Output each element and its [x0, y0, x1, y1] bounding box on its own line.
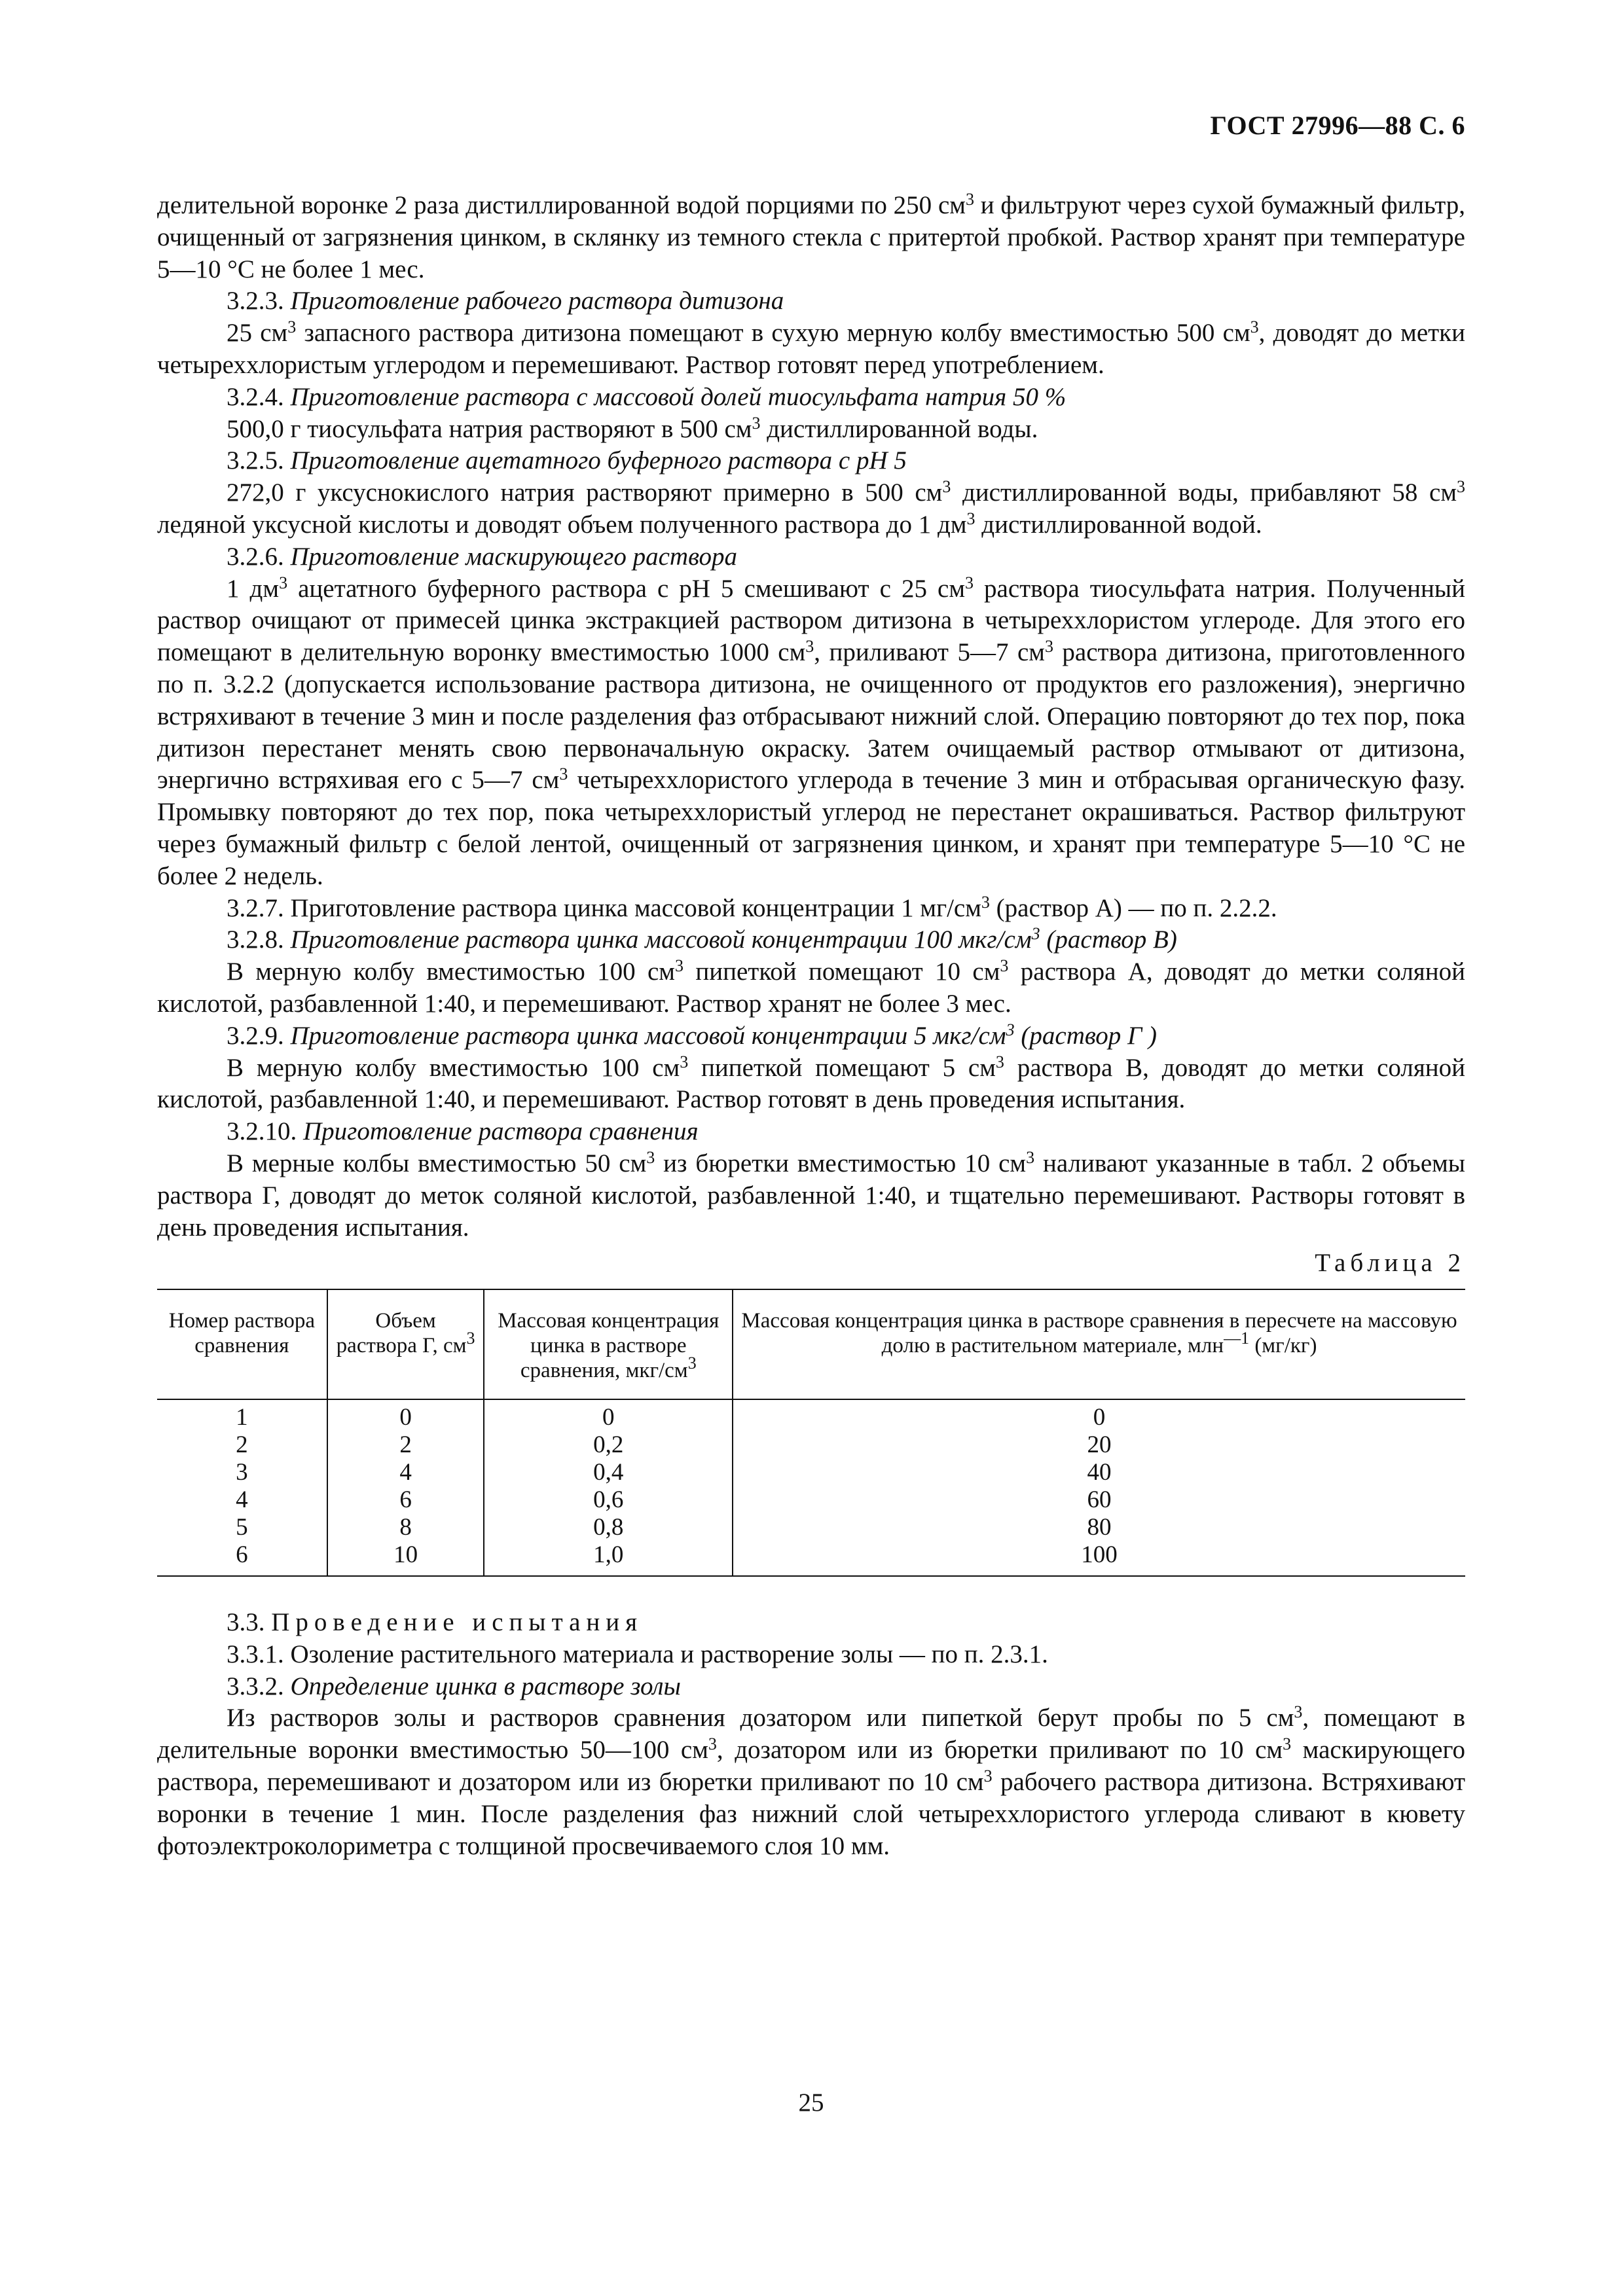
column-header: Объем раствора Г, $см^3$ — [327, 1289, 484, 1399]
section-heading-3-2-3: 3.2.3. Приготовление рабочего раствора дитизона — [227, 287, 784, 315]
table-caption: Таблица 2 — [1315, 1249, 1465, 1278]
column-header: Номер раствора сравнения — [157, 1289, 327, 1399]
paragraph: В мерную колбу вместимостью 100 $см^3$ пипеткой помещают 5 $см^3$ раствора В, доводят до метки соляной кислотой, разбавленной 1:40, и перемешивают. Раствор готовят в день проведения испытания. — [157, 1052, 1466, 1114]
page-number: 25 — [798, 2089, 824, 2117]
table-row: 2 2 0,2 20 — [157, 1431, 1465, 1459]
table-row: 6 10 1,0 100 — [157, 1541, 1465, 1576]
document-body — [157, 190, 1465, 1862]
paragraph-3-2-7: 3.2.7. Приготовление раствора цинка массовой концентрации 1 $мг/см^3$ (раствор А) — по п. 2.2.2. — [227, 892, 1277, 922]
table-row: 1 0 0 0 — [157, 1399, 1465, 1431]
data-table — [157, 1289, 1465, 1577]
paragraph: 272,0 г уксуснокислого натрия растворяют примерно в 500 $см^3$ дистиллированной воды, прибавляют 58 $см^3$ ледяной уксусной кислоты и доводят объем полученного раствора до 1 $дм^3$ дистиллированной водой. — [157, 477, 1465, 539]
paragraph: Из растворов золы и растворов сравнения дозатором или пипеткой берут пробы по 5 $см^3$, помещают в делительные воронки вместимостью 50—100 $см^3$, дозатором или из бюретки приливают по 10 $см^3$ маскирующего раствора, перемешивают и дозатором или из бюретки приливают по 10 $см^3$ рабочего раствора дитизона. Встряхивают воронки в течение 1 мин. После разделения фаз нижний слой четыреххлористого углерода сливают в кювету фотоэлектроколориметра с толщиной просвечиваемого слоя 10 мм. — [157, 1702, 1465, 1860]
paragraph: 500,0 г тиосульфата натрия растворяют в 500 $см^3$ дистиллированной воды. — [227, 413, 1038, 443]
paragraph: 1 $дм^3$ ацетатного буферного раствора с pH 5 смешивают с 25 $см^3$ раствора тиосульфата натрия. Полученный раствор очищают от примесей цинка экстракцией раствором дитизона в четыреххлористом углероде. Для этого его помещают в делительную воронку вместимостью 1000 $см^3$, приливают 5—7 $см^3$ раствора дитизона, приготовленного по п. 3.2.2 (допускается использование раствора дитизона, не очищенного от продуктов его разложения), энергично встряхивают в течение 3 мин и после разделения фаз отбрасывают нижний слой. Операцию повторяют до тех пор, пока дитизон перестанет менять свою первоначальную окраску. Затем очищаемый раствор отмывают от дитизона, энергично встряхивая его с 5—7 $см^3$ четыреххлористого углерода в течение 3 мин и отбрасывая органическую фазу. Промывку повторяют до тех пор, пока четыреххлористый углерод не перестанет окрашиваться. Раствор фильтруют через бумажный фильтр с белой лентой, очищенный от загрязнения цинком, и хранят при температуре 5—10 °С не более 2 недель. — [157, 573, 1465, 890]
paragraph: В мерную колбу вместимостью 100 $см^3$ пипеткой помещают 10 $см^3$ раствора А, доводят до метки соляной кислотой, разбавленной 1:40, и перемешивают. Раствор хранят не более 3 мес. — [157, 956, 1465, 1018]
section-heading-3-2-8: 3.2.8. Приготовление раствора цинка массовой концентрации 100 мкг/$см^3$ (раствор В) — [227, 924, 1177, 954]
table-header-row — [157, 1289, 1465, 1399]
column-header: Массовая концентрация цинка в растворе сравнения в пересчете на массовую долю в растительном материале, млн$^{—1}$ (мг/кг) — [733, 1289, 1465, 1399]
section-heading-3-3-2: 3.3.2. Определение цинка в растворе золы — [227, 1672, 681, 1700]
column-header: Массовая концентрация цинка в растворе сравнения, мкг/$см^3$ — [484, 1289, 733, 1399]
section-heading-3-2-9: 3.2.9. Приготовление раствора цинка массовой концентрации 5 мкг/$см^3$ (раствор Г ) — [227, 1020, 1157, 1050]
table-row: 5 8 0,8 80 — [157, 1514, 1465, 1541]
page-header: ГОСТ 27996—88 С. 6 — [1210, 111, 1465, 140]
section-heading-3-2-4: 3.2.4. Приготовление раствора с массовой долей тиосульфата натрия 50 % — [227, 382, 1067, 411]
paragraph: В мерные колбы вместимостью 50 $см^3$ из бюретки вместимостью 10 $см^3$ наливают указанные в табл. 2 объемы раствора Г, доводят до меток соляной кислотой, разбавленной 1:40, и тщательно перемешивают. Растворы готовят в день проведения испытания. — [157, 1147, 1466, 1242]
paragraph: делительной воронке 2 раза дистиллированной водой порциями по 250 $см^3$ и фильтруют через сухой бумажный фильтр, очищенный от загрязнения цинком, в склянку из темного стекла с притертой пробкой. Раствор хранят при температуре 5—10 °С не более 1 мес. — [157, 190, 1466, 283]
table-row: 3 4 0,4 40 — [157, 1459, 1465, 1486]
paragraph: 25 $см^3$ запасного раствора дитизона помещают в сухую мерную колбу вместимостью 500 $см^3$, доводят до метки четыреххлористым углеродом и перемешивают. Раствор готовят перед употреблением. — [157, 317, 1465, 379]
section-heading-3-2-10: 3.2.10. Приготовление раствора сравнения — [227, 1117, 699, 1146]
section-heading-3-3: 3.3. Проведение испытания — [227, 1608, 644, 1637]
paragraph-3-3-1: 3.3.1. Озоление растительного материала и растворение золы — по п. 2.3.1. — [227, 1640, 1048, 1668]
table-row: 4 6 0,6 60 — [157, 1486, 1465, 1514]
section-heading-3-2-6: 3.2.6. Приготовление маскирующего раствора — [227, 542, 737, 571]
section-heading-3-2-5: 3.2.5. Приготовление ацетатного буферного раствора с pH 5 — [227, 446, 907, 475]
